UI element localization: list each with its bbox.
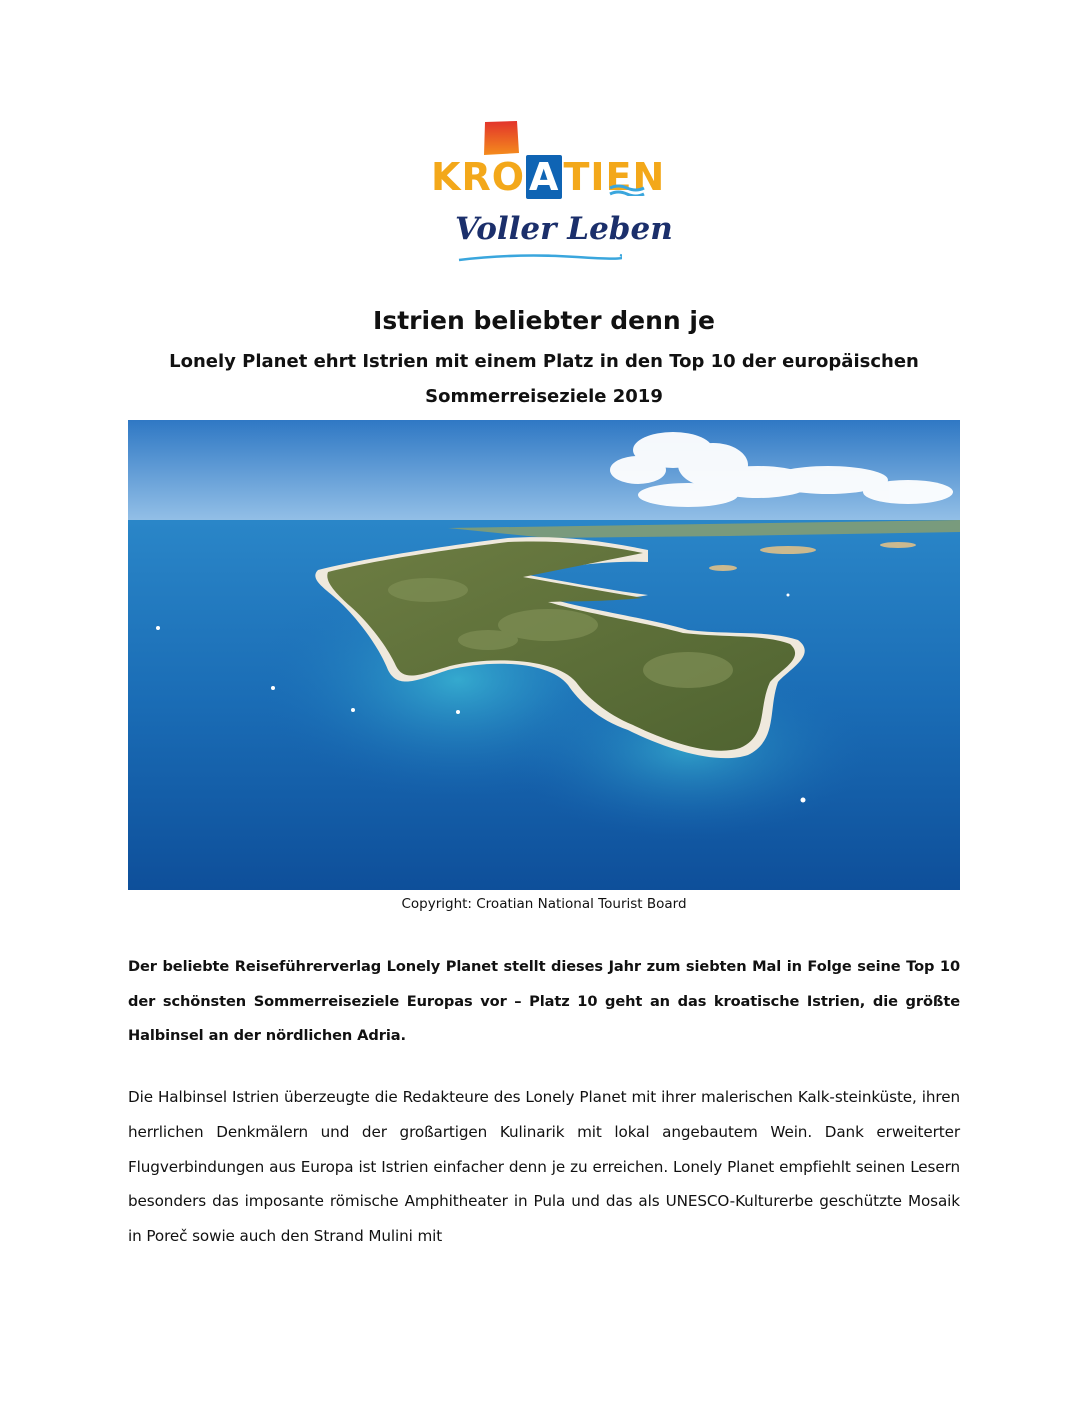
logo-letter-boxed: A — [526, 155, 562, 199]
logo-letters-after: TIEN — [563, 155, 666, 199]
page-subtitle: Lonely Planet ehrt Istrien mit einem Platz in den Top 10 der europäischen Sommerreiseziele 2019 — [169, 351, 919, 407]
logo-letters-before: KRO — [431, 155, 526, 199]
photo-caption: Copyright: Croatian National Tourist Board — [401, 896, 687, 912]
page-title: Istrien beliebter denn je — [373, 306, 715, 335]
logo-wave-icon — [609, 184, 645, 196]
lead-paragraph: Der beliebte Reiseführerverlag Lonely Planet stellt dieses Jahr zum siebten Mal in Folge seine Top 10 der schönsten Sommerreiseziele Europas vor – Platz 10 geht an das kroatische Istrien, die größte Halbinsel an der nördlichen Adria. — [128, 958, 960, 1044]
logo-square-icon — [482, 120, 520, 156]
logo-tagline: Voller Leben — [455, 211, 673, 247]
logo-underline-icon — [457, 251, 622, 265]
kroatien-logo — [425, 115, 673, 275]
aerial-photo — [128, 420, 960, 890]
body-paragraph: Die Halbinsel Istrien überzeugte die Redakteure des Lonely Planet mit ihrer malerischen Kalk-steinküste, ihren herrlichen Denkmälern und der großartigen Kulinarik mit lokal angebautem Wein. Dank erweiterter Flugverbindungen aus Europa ist Istrien einfacher denn je zu erreichen. Lonely Planet empfiehlt seinen Lesern besonders das imposante römische Amphitheater in Pula und das als UNESCO-Kulturerbe geschützte Mosaik in Poreč sowie auch den Strand Mulini mit — [128, 1088, 960, 1246]
